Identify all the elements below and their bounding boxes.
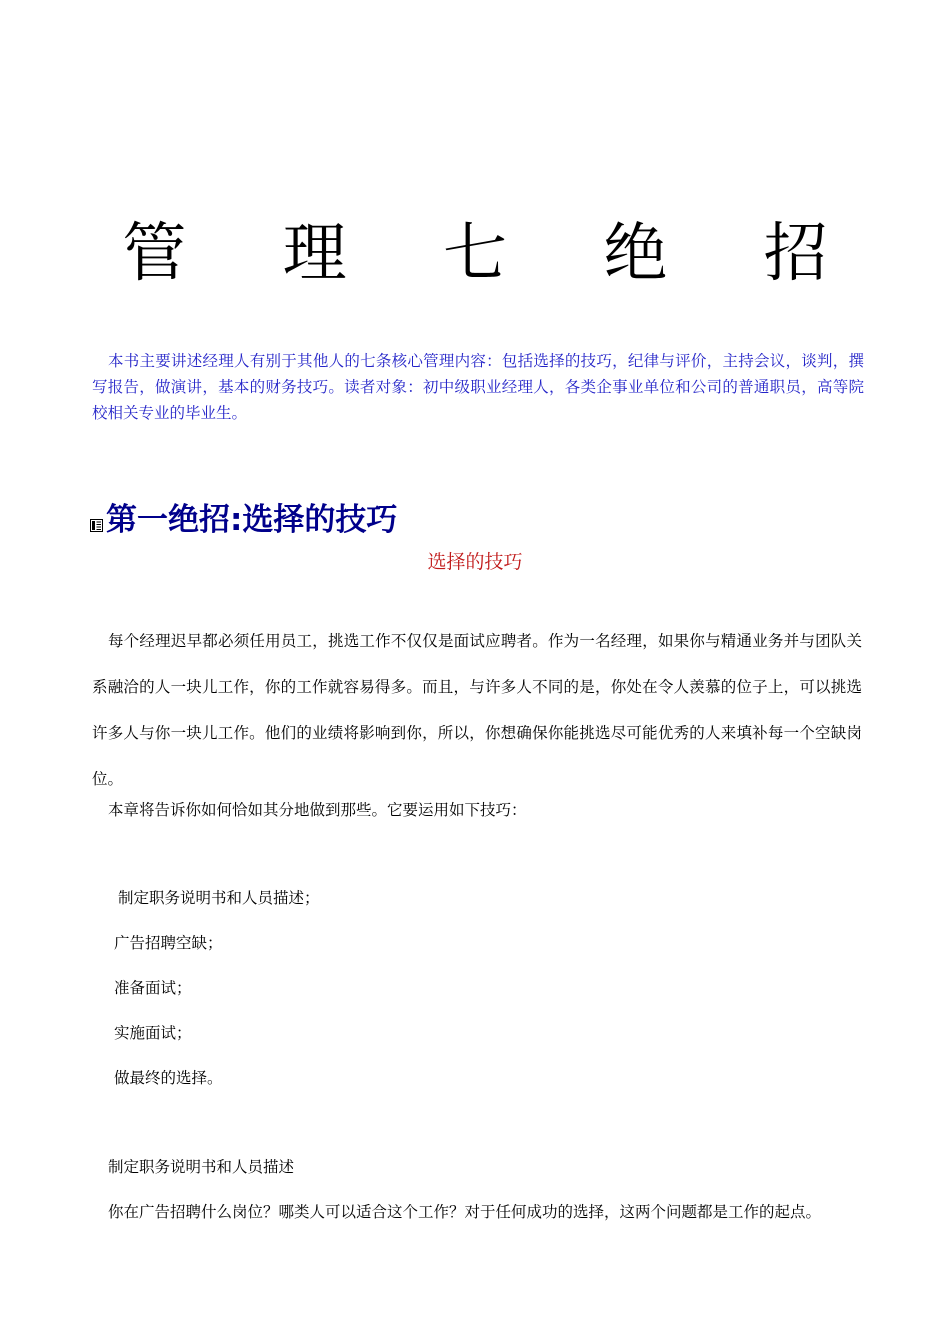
book-abstract: 本书主要讲述经理人有别于其他人的七条核心管理内容：包括选择的技巧，纪律与评价，主持会议，谈判，撰写报告，做演讲，基本的财务技巧。读者对象：初中级职业经理人，各类企事业单位和公司的普通职员，高等院校相关专业的毕业生。: [92, 352, 864, 422]
list-item: 实施面试；: [114, 1024, 192, 1042]
list-item: 制定职务说明书和人员描述；: [118, 889, 320, 907]
intro-paragraph: 每个经理迟早都必须任用员工，挑选工作不仅仅是面试应聘者。作为一名经理，如果你与精通业务并与团队关系融洽的人一块儿工作，你的工作就容易得多。而且，与许多人不同的是，你处在令人羡慕的位子上，可以挑选许多人与你一块儿工作。他们的业绩将影响到你，所以，你想确保你能挑选尽可能优秀的人来填补每一个空缺岗位。: [92, 632, 862, 788]
list-item: 准备面试；: [114, 979, 192, 997]
document-icon: [90, 519, 103, 532]
section-heading: 制定职务说明书和人员描述: [108, 1158, 295, 1176]
chapter-heading: [90, 498, 397, 542]
page-title: 管 理 七 绝 招: [122, 217, 866, 291]
lead-sentence: 本章将告诉你如何恰如其分地做到那些。它要运用如下技巧：: [108, 801, 527, 819]
section-text: 你在广告招聘什么岗位？哪类人可以适合这个工作？对于任何成功的选择，这两个问题都是工作的起点。: [108, 1203, 822, 1221]
chapter-heading-text: 第一绝招:选择的技巧: [106, 502, 398, 538]
list-item: 做最终的选择。: [114, 1069, 223, 1087]
chapter-subtitle: 选择的技巧: [427, 551, 523, 573]
list-item: 广告招聘空缺；: [114, 934, 223, 952]
